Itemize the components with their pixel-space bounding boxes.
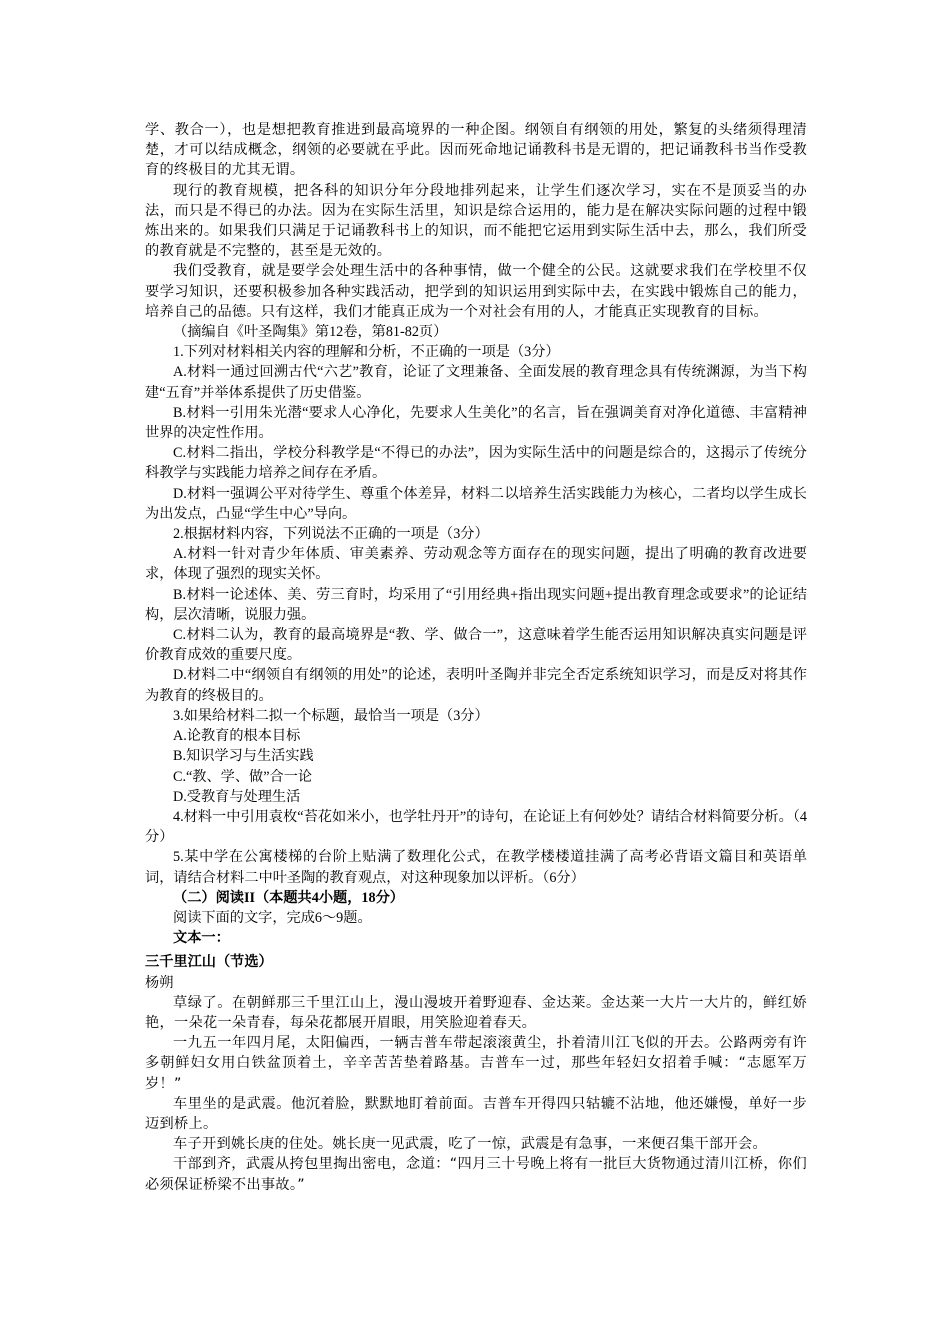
- question-2-option-d: D.材料二中“纲领自有纲领的用处”的论述，表明叶圣陶并非完全否定系统知识学习，而是反对将其作为教育的终极目的。: [145, 667, 807, 704]
- question-3-option-c: C.“教、学、做”合一论: [173, 768, 313, 785]
- question-5-stem: 5.某中学在公寓楼梯的台阶上贴满了数理化公式，在教学楼楼道挂满了高考必背语文篇目和英语单词，请结合材料二中叶圣陶的教育观点，对这种现象加以评析。（6分）: [145, 849, 807, 886]
- question-1-option-d: D.材料一强调公平对待学生、尊重个体差异，材料二以培养生活实践能力为核心，二者均以学生成长为出发点，凸显“学生中心”导向。: [145, 485, 807, 522]
- question-3-stem: 3.如果给材料二拟一个标题，最恰当一项是（3分）: [173, 707, 489, 724]
- story-paragraph: 一九五一年四月尾，太阳偏西，一辆吉普车带起滚滚黄尘，扑着清川江飞似的开去。公路两旁有许多朝鲜妇女用白铁盆顶着土，辛辛苦苦垫着路基。吉普车一过，那些年轻妇女招着手喊：“志愿军万岁！”: [145, 1035, 807, 1092]
- section-2-instruction: 阅读下面的文字，完成6～9题。: [173, 909, 372, 926]
- question-1-option-a: A.材料一通过回溯古代“六艺”教育，论证了文理兼备、全面发展的教育理念具有传统渊源，为当下构建“五育”并举体系提供了历史借鉴。: [145, 364, 807, 401]
- question-3-option-b: B.知识学习与生活实践: [173, 748, 314, 765]
- question-4-stem: 4.材料一中引用袁枚“苔花如米小，也学牡丹开”的诗句，在论证上有何妙处？请结合材料简要分析。（4分）: [145, 808, 807, 846]
- question-3-option-a: A.论教育的根本目标: [173, 728, 301, 745]
- material2-paragraph-1: 学、教合一），也是想把教育推进到最高境界的一种企图。纲领自有纲领的用处，繁复的头绪须得理清楚，才可以结成概念，纲领的必要就在乎此。因而死命地记诵教科书是无谓的，把记诵教科书当作受教育的终极目的尤其无谓。: [145, 122, 807, 179]
- material2-paragraph-3: 我们受教育，就是要学会处理生活中的各种事情，做一个健全的公民。这就要求我们在学校里不仅要学习知识，还要积极参加各种实践活动，把学到的知识运用到实际中去，在实践中锻炼自己的能力，培养自己的品德。只有这样，我们才能真正成为一个对社会有用的人，才能真正实现教育的目标。: [145, 263, 807, 320]
- story-paragraph: 干部到齐，武震从挎包里掏出密电，念道：“四月三十号晚上将有一批巨大货物通过清川江桥，你们必须保证桥梁不出事故。”: [145, 1156, 807, 1193]
- document-page: [145, 120, 807, 1195]
- question-2-stem: 2.根据材料内容，下列说法不正确的一项是（3分）: [173, 526, 489, 543]
- section-2-heading: （二）阅读II（本题共4小题，18分）: [173, 889, 404, 906]
- story-paragraph: 车里坐的是武震。他沉着脸，默默地盯着前面。吉普车开得四只轱辘不沾地，他还嫌慢，单好一步迈到桥上。: [145, 1095, 807, 1132]
- question-2-option-b: B.材料一论述体、美、劳三育时，均采用了“引用经典+指出现实问题+提出教育理念或要求”的论证结构，层次清晰，说服力强。: [145, 586, 807, 623]
- question-1-option-c: C.材料二指出，学校分科教学是“不得已的办法”，因为实际生活中的问题是综合的，这揭示了传统分科教学与实践能力培养之间存在矛盾。: [145, 445, 807, 482]
- material2-paragraph-2: 现行的教育规模，把各科的知识分年分段地排列起来，让学生们逐次学习，实在不是顶妥当的办法，而只是不得已的办法。因为在实际生活里，知识是综合运用的，能力是在解决实际问题的过程中锻炼出来的。如果我们只满足于记诵教科书上的知识，而不能把它运用到实际生活中去，那么，我们所受的教育就是不完整的，甚至是无效的。: [145, 182, 807, 260]
- story-paragraph: 草绿了。在朝鲜那三千里江山上，漫山漫坡开着野迎春、金达莱。金达莱一大片一大片的，鲜红娇艳，一朵花一朵青春，每朵花都展开眉眼，用笑脸迎着春天。: [145, 994, 807, 1031]
- question-3-option-d: D.受教育与处理生活: [173, 788, 301, 805]
- story-paragraph: 车子开到姚长庚的住处。姚长庚一见武震，吃了一惊，武震是有急事，一来便召集干部开会。: [173, 1136, 767, 1153]
- question-1-stem: 1.下列对材料相关内容的理解和分析，不正确的一项是（3分）: [173, 344, 560, 361]
- question-2-option-a: A.材料一针对青少年体质、审美素养、劳动观念等方面存在的现实问题，提出了明确的教育改进要求，体现了强烈的现实关怀。: [145, 546, 807, 583]
- question-2-option-c: C.材料二认为，教育的最高境界是“教、学、做合一”，这意味着学生能否运用知识解决真实问题是评价教育成效的重要尺度。: [145, 627, 807, 664]
- story-title: 三千里江山（节选）: [145, 954, 273, 971]
- text-1-label: 文本一：: [173, 930, 230, 947]
- question-1-option-b: B.材料一引用朱光潜“要求人心净化，先要求人生美化”的名言，旨在强调美育对净化道德、丰富精神世界的决定性作用。: [145, 404, 807, 442]
- material2-source: （摘编自《叶圣陶集》第12卷，第81-82页）: [173, 324, 448, 341]
- story-author: 杨朔: [145, 974, 174, 991]
